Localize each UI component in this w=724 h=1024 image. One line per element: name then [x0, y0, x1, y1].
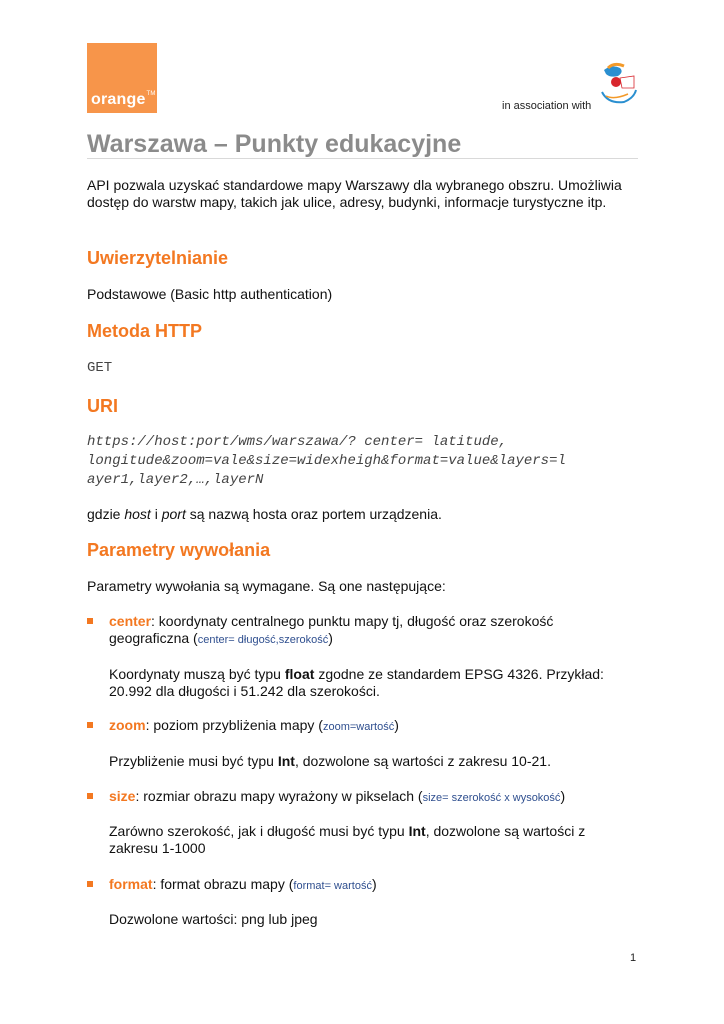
uri-heading: URI — [87, 396, 118, 416]
logo-text: orange™ — [91, 91, 156, 108]
param-center: center: koordynaty centralnego punktu mapy tj, długość oraz szerokość geograficzna (center= długość,szerokość) — [109, 613, 554, 646]
param-name-center: center — [109, 613, 152, 629]
param-zoom-detail: Przybliżenie musi być typu Int, dozwolone są wartości z zakresu 10-21. — [109, 753, 551, 769]
auth-heading: Uwierzytelnianie — [87, 248, 229, 268]
bullet-icon — [87, 881, 93, 887]
method-text: GET — [87, 360, 113, 376]
param-size-detail: Zarówno szerokość, jak i długość musi być typu Int, dozwolone są wartości z zakresu 1-1000 — [109, 823, 586, 856]
param-size: size: rozmiar obrazu mapy wyrażony w pikselach (size= szerokość x wysokość) — [109, 788, 566, 804]
syntax-format: format= wartość — [293, 880, 372, 892]
params-intro: Parametry wywołania są wymagane. Są one następujące: — [87, 578, 446, 594]
param-center-detail: Koordynaty muszą być typu float zgodne ze standardem EPSG 4326. Przykład: 20.992 dla długości i 51.242 dla szerokości. — [109, 666, 604, 699]
param-name-format: format — [109, 876, 153, 892]
bullet-icon — [87, 722, 93, 728]
bullet-icon — [87, 793, 93, 799]
syntax-zoom: zoom=wartość — [322, 721, 395, 733]
syntax-size: size= szerokość x wysokość — [422, 792, 561, 804]
title-divider — [87, 158, 638, 159]
uri-template — [87, 433, 635, 490]
param-zoom: zoom: poziom przybliżenia mapy (zoom=wartość) — [109, 717, 399, 733]
param-format: format: format obrazu mapy (format= wartość) — [109, 876, 377, 892]
param-name-zoom: zoom — [109, 717, 146, 733]
method-heading: Metoda HTTP — [87, 321, 202, 341]
uri-line-3: ayer1,layer2,…,layerN — [87, 472, 264, 488]
intro-paragraph: API pozwala uzyskać standardowe mapy Warszawy dla wybranego obszru. Umożliwia dostęp do warstw mapy, takich jak ulice, adresy, budynki, informacje turystyczne itp. — [87, 177, 622, 210]
param-name-size: size — [109, 788, 136, 804]
bullet-icon — [87, 618, 93, 624]
uri-line-2: longitude&zoom=vale&size=widexheigh&format=value&layers=l — [87, 453, 566, 469]
params-heading: Parametry wywołania — [87, 540, 271, 560]
uri-note: gdzie host i port są nazwą hosta oraz portem urządzenia. — [87, 506, 442, 522]
port-term: port — [161, 506, 186, 522]
param-format-detail: Dozwolone wartości: png lub jpeg — [109, 911, 318, 927]
association-text: in association with — [502, 100, 592, 112]
partner-logo-icon — [594, 62, 640, 106]
syntax-center: center= długość,szerokość — [197, 634, 329, 646]
uri-line-1: https://host:port/wms/warszawa/? center= latitude, — [87, 434, 508, 450]
orange-logo — [87, 43, 157, 113]
page-number: 1 — [630, 952, 637, 964]
host-term: host — [124, 506, 151, 522]
page-title: Warszawa – Punkty edukacyjne — [87, 130, 462, 158]
auth-text: Podstawowe (Basic http authentication) — [87, 286, 333, 302]
